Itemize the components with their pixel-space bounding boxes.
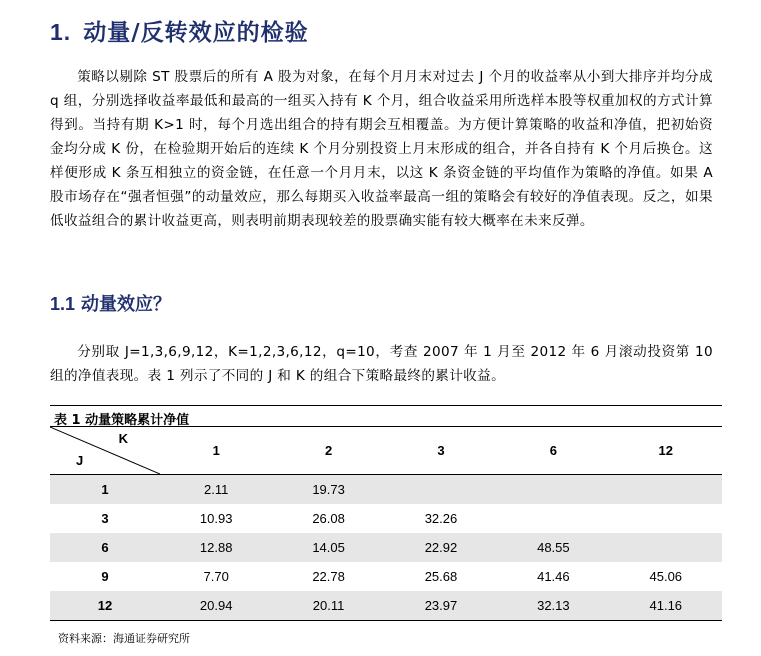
table-row — [50, 562, 722, 591]
section-title: 动量/反转效应的检验 — [83, 20, 309, 46]
row-header: 3 — [101, 511, 109, 526]
subsection-title: 动量效应？ — [81, 294, 172, 315]
table-row — [50, 504, 722, 533]
body-paragraph-1: 策略以剔除 ST 股票后的所有 A 股为对象，在每个月月末对过去 J 个月的收益率从小到大排序并均分成 q 组，分别选择收益率最低和最高的一组买入持有 K 个月，组合收益采用所选样本股等权重加权的方式计算得到。当持有期 K>1 时，每个月选出组合的持有期会互相覆盖。为方便计算策略的收益和净值，把初始资金均分成 K 份，在检验期开始后的连续 K 个月分别投资上月末形成的组合，并各自持有 K 个月后换仓。这样便形成 K 条互相独立的资金链，在任意一个月月末，以这 K 条资金链的平均值作为策略的净值。如果 A 股市场存在“强者恒强”的动量效应，那么每期买入收益率最高一组的策略会有较好的净值表现。反之，如果低收益组合的累计收益更高，则表明前期表现较差的股票确实能有较大概率在未来反弹。 — [50, 69, 713, 229]
table-cell: 48.55 — [497, 533, 609, 562]
table-container — [50, 405, 722, 621]
corner-k-label: K — [118, 431, 128, 446]
row-header: 9 — [101, 569, 109, 584]
row-header: 1 — [50, 475, 160, 505]
momentum-table — [50, 426, 722, 621]
source-note: 资料来源：海通证券研究所 — [58, 632, 190, 645]
table-cell — [610, 533, 722, 562]
table-cell: 25.68 — [424, 569, 458, 584]
table-cell: 20.11 — [272, 591, 384, 621]
column-header: 12 — [610, 427, 722, 475]
corner-j-label: J — [76, 453, 84, 468]
subsection-heading — [50, 290, 171, 316]
table-cell: 22.78 — [312, 569, 345, 584]
column-header: 1 — [160, 427, 272, 475]
table-cell: 45.06 — [649, 569, 683, 584]
row-header: 12 — [50, 591, 160, 621]
table-cell — [610, 475, 722, 505]
table-cell: 2.11 — [160, 475, 272, 505]
table-cell: 12.88 — [160, 533, 272, 562]
table-cell: 41.16 — [610, 591, 722, 621]
corner-header-cell — [50, 427, 160, 475]
table-cell: 7.70 — [203, 569, 229, 584]
table-cell: 32.13 — [497, 591, 609, 621]
subsection-number: 1.1 — [50, 294, 76, 314]
table-cell: 10.93 — [199, 511, 233, 526]
body-paragraph-2: 分别取 J=1,3,6,9,12，K=1,2,3,6,12，q=10，考查 2007 年 1 月至 2012 年 6 月滚动投资第 10 组的净值表现。表 1 列示了不同的 J 和 K 的组合下策略最终的累计收益。 — [50, 344, 713, 384]
section-number: 1. — [50, 19, 72, 45]
table-cell — [497, 504, 609, 533]
table-row — [50, 591, 722, 621]
table-cell: 26.08 — [312, 511, 345, 526]
table-cell: 19.73 — [272, 475, 384, 505]
column-header: 3 — [385, 427, 497, 475]
table-cell — [497, 475, 609, 505]
table-cell: 32.26 — [424, 511, 458, 526]
table-row — [50, 475, 722, 505]
diagonal-divider — [50, 427, 160, 474]
table-cell — [385, 475, 497, 505]
table-cell: 23.97 — [385, 591, 497, 621]
section-heading — [50, 14, 309, 47]
table-cell: 22.92 — [385, 533, 497, 562]
table-cell: 20.94 — [160, 591, 272, 621]
table-header-row — [50, 427, 722, 475]
table-cell — [610, 504, 722, 533]
column-header: 2 — [272, 427, 384, 475]
column-header: 6 — [497, 427, 609, 475]
table-cell: 14.05 — [272, 533, 384, 562]
table-row — [50, 533, 722, 562]
row-header: 6 — [50, 533, 160, 562]
table-cell: 41.46 — [537, 569, 570, 584]
table-caption: 表 1 动量策略累计净值 — [50, 405, 722, 426]
